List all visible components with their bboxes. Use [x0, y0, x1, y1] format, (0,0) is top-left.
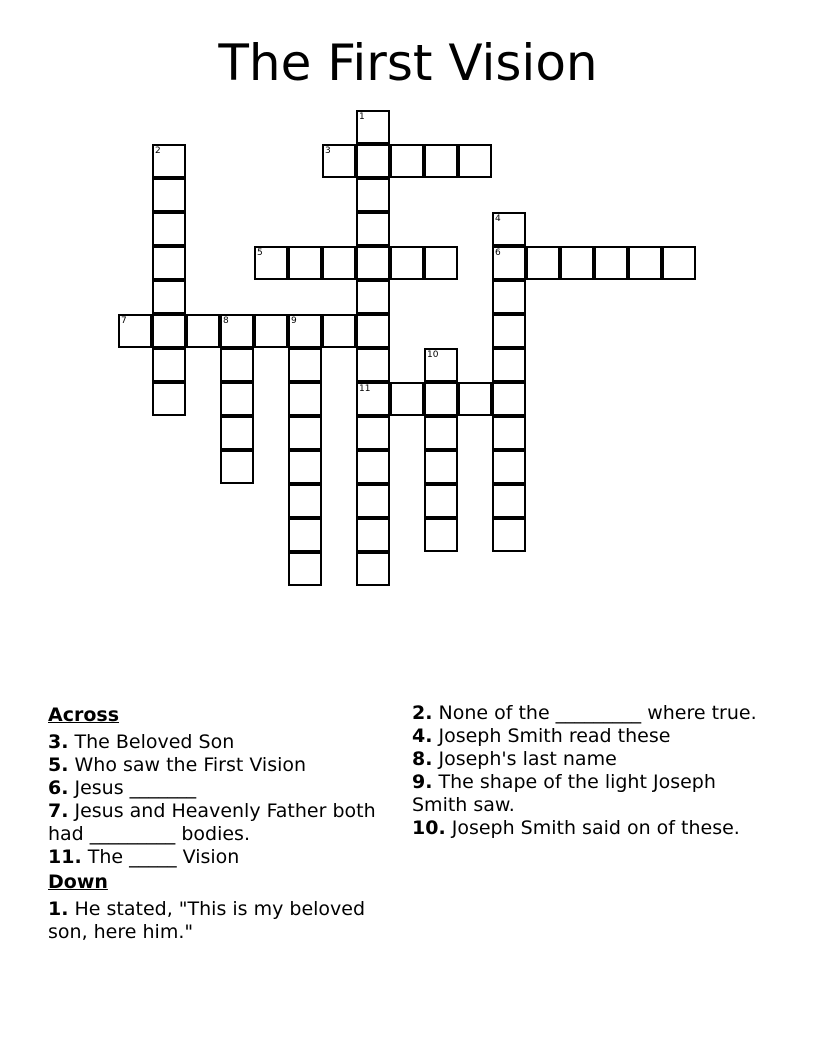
crossword-cell[interactable]: [288, 518, 322, 552]
crossword-cell[interactable]: [356, 382, 390, 416]
clue-item: [48, 777, 388, 800]
crossword-cell[interactable]: [424, 450, 458, 484]
clue-text: Joseph Smith read these: [432, 725, 671, 747]
crossword-cell[interactable]: [492, 280, 526, 314]
crossword-cell[interactable]: [424, 518, 458, 552]
clue-item: [48, 754, 388, 777]
crossword-cell[interactable]: [322, 314, 356, 348]
crossword-cell[interactable]: [492, 518, 526, 552]
crossword-cell[interactable]: [356, 110, 390, 144]
crossword-cell[interactable]: [424, 484, 458, 518]
crossword-cell[interactable]: [288, 348, 322, 382]
clue-number: 5.: [48, 754, 69, 776]
crossword-cell[interactable]: [390, 246, 424, 280]
clue-item: [48, 898, 388, 944]
cell-number: 1: [359, 112, 365, 122]
crossword-cell[interactable]: [356, 280, 390, 314]
clue-text: Joseph Smith said on of these.: [445, 817, 740, 839]
crossword-cell[interactable]: [152, 144, 186, 178]
clue-item: [412, 748, 772, 771]
cell-number: 4: [495, 214, 501, 224]
crossword-cell[interactable]: [356, 178, 390, 212]
clue-text: He stated, "This is my beloved son, here him.": [48, 898, 366, 943]
crossword-cell[interactable]: [356, 416, 390, 450]
crossword-cell[interactable]: [152, 212, 186, 246]
clue-text: The shape of the light Joseph Smith saw.: [412, 771, 716, 816]
crossword-cell[interactable]: [152, 246, 186, 280]
crossword-cell[interactable]: [424, 416, 458, 450]
clue-item: [48, 731, 388, 754]
crossword-cell[interactable]: [288, 246, 322, 280]
crossword-cell[interactable]: [322, 144, 356, 178]
crossword-cell[interactable]: [390, 382, 424, 416]
page-title: The First Vision: [218, 34, 598, 92]
crossword-cell[interactable]: [390, 144, 424, 178]
clue-text: Jesus and Heavenly Father both had _________ bodies.: [48, 800, 376, 845]
cell-number: 9: [291, 316, 297, 326]
clue-text: None of the _________ where true.: [432, 702, 757, 724]
down-clue-list: [48, 898, 388, 944]
crossword-cell[interactable]: [220, 450, 254, 484]
crossword-cell[interactable]: [594, 246, 628, 280]
clue-item: [48, 800, 388, 846]
crossword-cell[interactable]: [152, 280, 186, 314]
crossword-cell[interactable]: [220, 314, 254, 348]
crossword-cell[interactable]: [152, 348, 186, 382]
crossword-cell[interactable]: [356, 484, 390, 518]
clue-number: 3.: [48, 731, 69, 753]
clue-number: 4.: [412, 725, 433, 747]
cell-number: 8: [223, 316, 229, 326]
clue-number: 1.: [48, 898, 69, 920]
clue-text: Joseph's last name: [432, 748, 617, 770]
crossword-cell[interactable]: [492, 246, 526, 280]
crossword-cell[interactable]: [322, 246, 356, 280]
clue-number: 11.: [48, 846, 82, 868]
cell-number: 11: [359, 384, 371, 394]
crossword-cell[interactable]: [254, 246, 288, 280]
clues-right-column: [412, 702, 772, 840]
clue-number: 6.: [48, 777, 69, 799]
clue-number: 2.: [412, 702, 433, 724]
crossword-cell[interactable]: [628, 246, 662, 280]
crossword-cell[interactable]: [220, 348, 254, 382]
cell-number: 10: [427, 350, 439, 360]
down-clue-list-continued: [412, 702, 772, 840]
crossword-cell[interactable]: [492, 416, 526, 450]
clue-number: 9.: [412, 771, 433, 793]
crossword-cell[interactable]: [356, 246, 390, 280]
clue-text: The _____ Vision: [81, 846, 240, 868]
crossword-cell[interactable]: [220, 382, 254, 416]
crossword-cell[interactable]: [458, 382, 492, 416]
crossword-cell[interactable]: [254, 314, 288, 348]
clue-text: Jesus _______: [68, 777, 197, 799]
crossword-cell[interactable]: [526, 246, 560, 280]
clue-item: [48, 846, 388, 869]
clue-item: [412, 771, 772, 817]
cell-number: 7: [121, 316, 127, 326]
crossword-cell[interactable]: [288, 314, 322, 348]
clue-text: The Beloved Son: [68, 731, 235, 753]
crossword-cell[interactable]: [356, 348, 390, 382]
crossword-cell[interactable]: [288, 382, 322, 416]
crossword-cell[interactable]: [152, 178, 186, 212]
crossword-cell[interactable]: [492, 450, 526, 484]
cell-number: 2: [155, 146, 161, 156]
crossword-cell[interactable]: [458, 144, 492, 178]
crossword-cell[interactable]: [662, 246, 696, 280]
crossword-cell[interactable]: [356, 450, 390, 484]
crossword-cell[interactable]: [152, 314, 186, 348]
across-heading: Across: [48, 704, 120, 726]
clue-item: [412, 817, 772, 840]
crossword-cell[interactable]: [356, 212, 390, 246]
crossword-cell[interactable]: [356, 314, 390, 348]
crossword-cell[interactable]: [492, 314, 526, 348]
cell-number: 5: [257, 248, 263, 258]
clue-number: 10.: [412, 817, 446, 839]
clue-text: Who saw the First Vision: [68, 754, 307, 776]
crossword-cell[interactable]: [492, 382, 526, 416]
crossword-cell[interactable]: [424, 382, 458, 416]
crossword-cell[interactable]: [424, 246, 458, 280]
clue-number: 8.: [412, 748, 433, 770]
crossword-cell[interactable]: [492, 348, 526, 382]
crossword-cell[interactable]: [152, 382, 186, 416]
crossword-cell[interactable]: [492, 484, 526, 518]
crossword-cell[interactable]: [288, 552, 322, 586]
crossword-cell[interactable]: [560, 246, 594, 280]
clue-item: [412, 725, 772, 748]
crossword-cell[interactable]: [424, 348, 458, 382]
across-clue-list: [48, 731, 388, 869]
cell-number: 3: [325, 146, 331, 156]
crossword-cell[interactable]: [424, 144, 458, 178]
crossword-cell[interactable]: [356, 552, 390, 586]
crossword-cell[interactable]: [356, 518, 390, 552]
crossword-cell[interactable]: [288, 484, 322, 518]
crossword-cell[interactable]: [118, 314, 152, 348]
clue-item: [412, 702, 772, 725]
crossword-cell[interactable]: [356, 144, 390, 178]
crossword-cell[interactable]: [288, 450, 322, 484]
cell-number: 6: [495, 248, 501, 258]
crossword-cell[interactable]: [492, 212, 526, 246]
crossword-cell[interactable]: [220, 416, 254, 450]
clues-left-column: [48, 702, 388, 944]
crossword-cell[interactable]: [288, 416, 322, 450]
down-heading: Down: [48, 871, 108, 893]
crossword-cell[interactable]: [186, 314, 220, 348]
clue-number: 7.: [48, 800, 69, 822]
